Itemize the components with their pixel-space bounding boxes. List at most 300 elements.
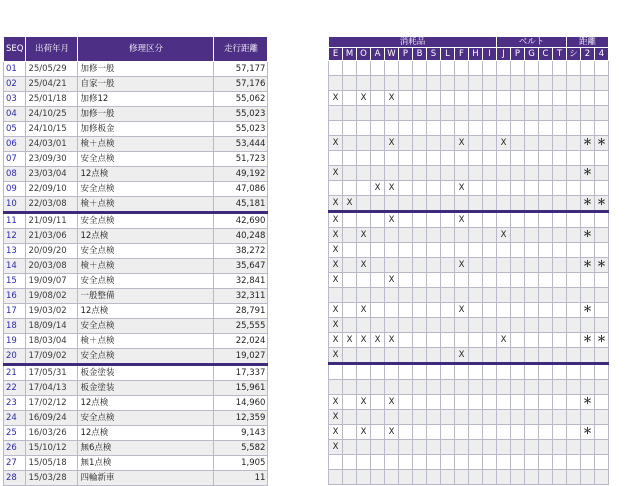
mark-cell: X — [357, 303, 371, 318]
parts-row — [329, 61, 609, 76]
empty-cell — [525, 61, 539, 76]
type-cell: 安全点検 — [78, 213, 214, 229]
type-cell: 検＋点検 — [78, 259, 214, 274]
empty-cell — [427, 410, 441, 425]
distance-cell: 55,023 — [214, 107, 268, 122]
mark-cell: X — [329, 303, 343, 318]
empty-cell — [511, 288, 525, 303]
seq-cell: 04 — [4, 107, 26, 122]
type-cell: 自家一般 — [78, 77, 214, 92]
seq-cell: 28 — [4, 471, 26, 486]
empty-cell — [343, 410, 357, 425]
empty-cell — [567, 258, 581, 273]
empty-cell — [483, 181, 497, 196]
empty-cell — [497, 455, 511, 470]
empty-cell — [525, 395, 539, 410]
mark-cell: X — [329, 91, 343, 106]
empty-cell — [469, 425, 483, 440]
empty-cell — [413, 318, 427, 333]
empty-cell — [385, 318, 399, 333]
parts-column-header: L — [441, 48, 455, 61]
empty-cell — [441, 395, 455, 410]
parts-row — [329, 151, 609, 166]
table-row[interactable] — [4, 456, 268, 471]
date-cell: 16/09/24 — [26, 411, 78, 426]
empty-cell — [441, 380, 455, 395]
star-cell: ＊ — [581, 333, 595, 348]
empty-cell — [399, 470, 413, 485]
table-row[interactable] — [4, 274, 268, 289]
star-cell: ＊ — [581, 395, 595, 410]
empty-cell — [455, 410, 469, 425]
empty-cell — [483, 106, 497, 121]
table-row[interactable] — [4, 396, 268, 411]
empty-cell — [511, 364, 525, 380]
empty-cell — [371, 258, 385, 273]
empty-cell — [413, 410, 427, 425]
empty-cell — [581, 410, 595, 425]
empty-cell — [553, 121, 567, 136]
parts-row — [329, 228, 609, 243]
parts-column-header: 2 — [581, 48, 595, 61]
empty-cell — [567, 410, 581, 425]
empty-cell — [399, 348, 413, 364]
empty-cell — [483, 121, 497, 136]
parts-grid — [328, 36, 609, 485]
empty-cell — [469, 364, 483, 380]
empty-cell — [567, 333, 581, 348]
date-cell: 23/09/30 — [26, 152, 78, 167]
empty-cell — [539, 181, 553, 196]
empty-cell — [329, 61, 343, 76]
empty-cell — [343, 273, 357, 288]
table-row[interactable] — [4, 137, 268, 152]
empty-cell — [497, 440, 511, 455]
distance-cell: 38,272 — [214, 244, 268, 259]
empty-cell — [581, 288, 595, 303]
date-cell: 21/09/11 — [26, 213, 78, 229]
empty-cell — [525, 364, 539, 380]
empty-cell — [427, 348, 441, 364]
empty-cell — [399, 410, 413, 425]
empty-cell — [329, 380, 343, 395]
empty-cell — [455, 288, 469, 303]
mark-cell: X — [385, 395, 399, 410]
empty-cell — [539, 61, 553, 76]
date-cell: 25/04/21 — [26, 77, 78, 92]
empty-cell — [511, 470, 525, 485]
empty-cell — [525, 470, 539, 485]
seq-cell: 09 — [4, 182, 26, 197]
empty-cell — [329, 121, 343, 136]
table-row[interactable] — [4, 381, 268, 396]
empty-cell — [441, 258, 455, 273]
empty-cell — [357, 273, 371, 288]
empty-cell — [539, 196, 553, 212]
empty-cell — [413, 288, 427, 303]
empty-cell — [371, 380, 385, 395]
empty-cell — [539, 303, 553, 318]
table-row[interactable] — [4, 197, 268, 213]
date-header: 出荷年月 — [26, 37, 78, 62]
empty-cell — [497, 348, 511, 364]
empty-cell — [371, 318, 385, 333]
seq-cell: 27 — [4, 456, 26, 471]
empty-cell — [371, 61, 385, 76]
empty-cell — [455, 106, 469, 121]
empty-cell — [469, 76, 483, 91]
parts-column-header: T — [553, 48, 567, 61]
empty-cell — [427, 258, 441, 273]
table-row[interactable] — [4, 319, 268, 334]
seq-cell: 13 — [4, 244, 26, 259]
empty-cell — [497, 196, 511, 212]
table-row[interactable] — [4, 62, 268, 77]
parts-row — [329, 106, 609, 121]
empty-cell — [595, 212, 609, 228]
type-cell: 12点検 — [78, 167, 214, 182]
date-cell: 17/05/31 — [26, 365, 78, 381]
empty-cell — [427, 196, 441, 212]
empty-cell — [553, 410, 567, 425]
empty-cell — [455, 425, 469, 440]
empty-cell — [595, 76, 609, 91]
empty-cell — [455, 196, 469, 212]
date-cell: 19/08/02 — [26, 289, 78, 304]
empty-cell — [427, 380, 441, 395]
empty-cell — [413, 303, 427, 318]
empty-cell — [371, 288, 385, 303]
table-row[interactable] — [4, 244, 268, 259]
empty-cell — [469, 106, 483, 121]
empty-cell — [343, 425, 357, 440]
empty-cell — [329, 455, 343, 470]
parts-column-header: W — [385, 48, 399, 61]
empty-cell — [525, 440, 539, 455]
distance-cell: 32,841 — [214, 274, 268, 289]
empty-cell — [413, 333, 427, 348]
empty-cell — [595, 106, 609, 121]
date-cell: 25/05/29 — [26, 62, 78, 77]
distance-group-header: 距離 — [567, 37, 609, 48]
distance-cell: 57,177 — [214, 62, 268, 77]
empty-cell — [581, 348, 595, 364]
mark-cell: X — [329, 348, 343, 364]
star-cell: ＊ — [581, 166, 595, 181]
empty-cell — [357, 151, 371, 166]
empty-cell — [357, 196, 371, 212]
mark-cell: X — [329, 228, 343, 243]
empty-cell — [525, 258, 539, 273]
empty-cell — [525, 425, 539, 440]
empty-cell — [357, 212, 371, 228]
empty-cell — [553, 425, 567, 440]
empty-cell — [539, 425, 553, 440]
empty-cell — [469, 303, 483, 318]
parts-column-header: C — [539, 48, 553, 61]
empty-cell — [469, 288, 483, 303]
table-row[interactable] — [4, 213, 268, 229]
empty-cell — [441, 410, 455, 425]
distance-cell: 5,582 — [214, 441, 268, 456]
type-cell: 安全点検 — [78, 244, 214, 259]
empty-cell — [511, 106, 525, 121]
empty-cell — [483, 166, 497, 181]
star-cell: ＊ — [581, 258, 595, 273]
empty-cell — [469, 121, 483, 136]
mark-cell: X — [329, 333, 343, 348]
star-cell: ＊ — [581, 425, 595, 440]
empty-cell — [413, 212, 427, 228]
empty-cell — [441, 348, 455, 364]
mark-cell: X — [357, 425, 371, 440]
empty-cell — [483, 318, 497, 333]
empty-cell — [343, 318, 357, 333]
empty-cell — [371, 121, 385, 136]
empty-cell — [539, 333, 553, 348]
type-cell: 加修板金 — [78, 122, 214, 137]
empty-cell — [553, 61, 567, 76]
mark-cell: X — [357, 395, 371, 410]
empty-cell — [469, 318, 483, 333]
type-header: 修理区分 — [78, 37, 214, 62]
parts-row — [329, 333, 609, 348]
seq-cell: 20 — [4, 349, 26, 365]
parts-row — [329, 166, 609, 181]
empty-cell — [567, 364, 581, 380]
mark-cell: X — [329, 273, 343, 288]
table-row[interactable] — [4, 122, 268, 137]
table-row[interactable] — [4, 182, 268, 197]
empty-cell — [553, 76, 567, 91]
parts-row — [329, 455, 609, 470]
empty-cell — [385, 288, 399, 303]
empty-cell — [469, 151, 483, 166]
table-row[interactable] — [4, 304, 268, 319]
empty-cell — [469, 455, 483, 470]
empty-cell — [441, 455, 455, 470]
empty-cell — [497, 258, 511, 273]
empty-cell — [399, 455, 413, 470]
empty-cell — [343, 228, 357, 243]
empty-cell — [567, 455, 581, 470]
empty-cell — [441, 288, 455, 303]
mark-cell: X — [385, 425, 399, 440]
empty-cell — [427, 440, 441, 455]
empty-cell — [525, 151, 539, 166]
empty-cell — [329, 364, 343, 380]
table-row[interactable] — [4, 107, 268, 122]
empty-cell — [329, 181, 343, 196]
empty-cell — [497, 470, 511, 485]
table-row[interactable] — [4, 334, 268, 349]
empty-cell — [441, 151, 455, 166]
table-row[interactable] — [4, 365, 268, 381]
empty-cell — [525, 380, 539, 395]
seq-cell: 07 — [4, 152, 26, 167]
seq-cell: 08 — [4, 167, 26, 182]
empty-cell — [343, 455, 357, 470]
empty-cell — [497, 121, 511, 136]
empty-cell — [343, 440, 357, 455]
distance-cell: 32,311 — [214, 289, 268, 304]
empty-cell — [539, 91, 553, 106]
empty-cell — [511, 425, 525, 440]
empty-cell — [343, 395, 357, 410]
empty-cell — [553, 151, 567, 166]
empty-cell — [385, 470, 399, 485]
table-row[interactable] — [4, 92, 268, 107]
seq-cell: 16 — [4, 289, 26, 304]
empty-cell — [343, 258, 357, 273]
empty-cell — [399, 333, 413, 348]
empty-cell — [455, 395, 469, 410]
empty-cell — [371, 440, 385, 455]
mark-cell: X — [329, 243, 343, 258]
empty-cell — [455, 470, 469, 485]
table-row[interactable] — [4, 77, 268, 92]
empty-cell — [511, 91, 525, 106]
table-row[interactable] — [4, 411, 268, 426]
empty-cell — [595, 303, 609, 318]
empty-cell — [511, 181, 525, 196]
parts-column-header: S — [427, 48, 441, 61]
empty-cell — [441, 121, 455, 136]
parts-row — [329, 212, 609, 228]
empty-cell — [343, 303, 357, 318]
type-cell: 安全点検 — [78, 182, 214, 197]
empty-cell — [567, 273, 581, 288]
table-row[interactable] — [4, 349, 268, 365]
empty-cell — [567, 303, 581, 318]
mark-cell: X — [329, 166, 343, 181]
empty-cell — [525, 288, 539, 303]
parts-row — [329, 196, 609, 212]
empty-cell — [567, 395, 581, 410]
mark-cell: X — [357, 228, 371, 243]
empty-cell — [413, 470, 427, 485]
date-cell: 25/01/18 — [26, 92, 78, 107]
empty-cell — [399, 243, 413, 258]
empty-cell — [567, 121, 581, 136]
type-cell: 12点検 — [78, 426, 214, 441]
empty-cell — [483, 348, 497, 364]
empty-cell — [413, 76, 427, 91]
empty-cell — [595, 243, 609, 258]
empty-cell — [343, 76, 357, 91]
seq-cell: 25 — [4, 426, 26, 441]
empty-cell — [427, 212, 441, 228]
seq-cell: 14 — [4, 259, 26, 274]
empty-cell — [371, 470, 385, 485]
table-row[interactable] — [4, 229, 268, 244]
empty-cell — [567, 76, 581, 91]
empty-cell — [595, 181, 609, 196]
empty-cell — [483, 61, 497, 76]
empty-cell — [525, 181, 539, 196]
date-cell: 24/10/25 — [26, 107, 78, 122]
table-row[interactable] — [4, 167, 268, 182]
type-cell: 安全点検 — [78, 274, 214, 289]
seq-cell: 01 — [4, 62, 26, 77]
table-row[interactable] — [4, 152, 268, 167]
empty-cell — [553, 303, 567, 318]
empty-cell — [553, 166, 567, 181]
type-cell: 安全点検 — [78, 349, 214, 365]
type-cell: 12点検 — [78, 229, 214, 244]
empty-cell — [497, 61, 511, 76]
mark-cell: X — [329, 440, 343, 455]
empty-cell — [469, 61, 483, 76]
empty-cell — [343, 348, 357, 364]
seq-cell: 06 — [4, 137, 26, 152]
empty-cell — [441, 333, 455, 348]
empty-cell — [399, 136, 413, 151]
mark-cell: X — [343, 333, 357, 348]
empty-cell — [371, 228, 385, 243]
star-cell: ＊ — [595, 333, 609, 348]
empty-cell — [455, 91, 469, 106]
empty-cell — [441, 425, 455, 440]
mark-cell: X — [385, 91, 399, 106]
table-row[interactable] — [4, 471, 268, 486]
table-row[interactable] — [4, 441, 268, 456]
star-cell: ＊ — [581, 136, 595, 151]
empty-cell — [441, 136, 455, 151]
empty-cell — [357, 318, 371, 333]
empty-cell — [595, 288, 609, 303]
empty-cell — [413, 243, 427, 258]
empty-cell — [371, 136, 385, 151]
distance-cell: 42,690 — [214, 213, 268, 229]
table-row[interactable] — [4, 289, 268, 304]
parts-row — [329, 121, 609, 136]
empty-cell — [511, 273, 525, 288]
distance-cell: 11 — [214, 471, 268, 486]
empty-cell — [539, 106, 553, 121]
type-cell: 12点検 — [78, 304, 214, 319]
empty-cell — [399, 273, 413, 288]
empty-cell — [413, 196, 427, 212]
empty-cell — [427, 136, 441, 151]
empty-cell — [399, 425, 413, 440]
table-row[interactable] — [4, 426, 268, 441]
empty-cell — [469, 333, 483, 348]
empty-cell — [455, 166, 469, 181]
empty-cell — [567, 136, 581, 151]
table-row[interactable] — [4, 259, 268, 274]
empty-cell — [357, 61, 371, 76]
empty-cell — [469, 212, 483, 228]
distance-cell: 15,961 — [214, 381, 268, 396]
empty-cell — [357, 364, 371, 380]
parts-column-header: P — [511, 48, 525, 61]
date-cell: 24/10/15 — [26, 122, 78, 137]
empty-cell — [427, 455, 441, 470]
empty-cell — [539, 76, 553, 91]
empty-cell — [483, 425, 497, 440]
empty-cell — [413, 91, 427, 106]
empty-cell — [343, 136, 357, 151]
empty-cell — [413, 425, 427, 440]
empty-cell — [399, 318, 413, 333]
mark-cell: X — [357, 258, 371, 273]
empty-cell — [511, 258, 525, 273]
empty-cell — [539, 288, 553, 303]
date-cell: 18/03/04 — [26, 334, 78, 349]
empty-cell — [371, 196, 385, 212]
date-cell: 23/03/04 — [26, 167, 78, 182]
